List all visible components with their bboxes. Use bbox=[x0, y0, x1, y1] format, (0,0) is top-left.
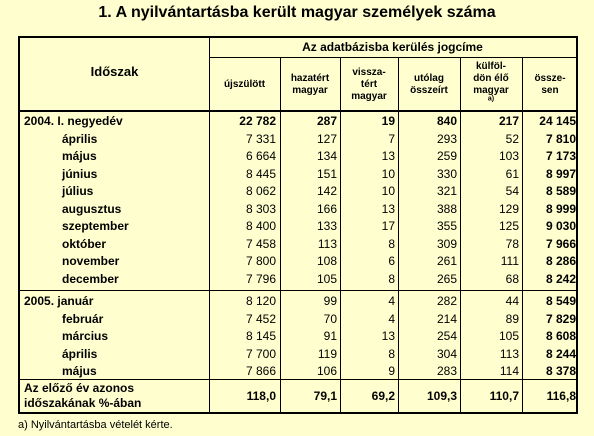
table-cell: 304 bbox=[436, 346, 457, 361]
table-cell: 6 664 bbox=[245, 149, 276, 163]
table-cell: 105 bbox=[316, 271, 337, 286]
table-cell: 254 bbox=[436, 329, 457, 343]
table-cell: 10 bbox=[381, 166, 395, 181]
table-cell: 7 866 bbox=[245, 364, 276, 378]
table-cell: 70 bbox=[323, 311, 337, 326]
table-cell: 91 bbox=[323, 329, 337, 343]
table-cell: 8 997 bbox=[545, 166, 576, 181]
row-label: március bbox=[62, 329, 109, 343]
table-cell: 17 bbox=[381, 219, 395, 233]
table-cell: 8 244 bbox=[545, 346, 576, 361]
table-cell: 217 bbox=[498, 114, 519, 128]
table-cell: 840 bbox=[436, 114, 457, 128]
table-cell: 7 458 bbox=[245, 236, 276, 251]
table-row bbox=[20, 363, 576, 379]
table-cell: 8 286 bbox=[545, 254, 576, 268]
table-cell: 4 bbox=[388, 294, 395, 308]
table-cell: 10 bbox=[381, 184, 395, 198]
row-label: február bbox=[62, 311, 104, 326]
table-cell: 52 bbox=[505, 131, 519, 146]
table-cell: 7 796 bbox=[245, 271, 276, 286]
row-label: május bbox=[62, 364, 97, 378]
header-col-kulfoldon: külföl- dön élő magyar $^{a)}$ bbox=[473, 61, 509, 103]
table-cell: 8 bbox=[388, 236, 395, 251]
footer-cell: 109,3 bbox=[426, 389, 457, 403]
table-cell: 283 bbox=[436, 364, 457, 378]
table-row bbox=[20, 113, 576, 129]
row-label: április bbox=[62, 346, 98, 361]
table-cell: 151 bbox=[316, 166, 337, 181]
row-label: 2005. január bbox=[24, 294, 94, 308]
header-span: Az adatbázisba kerülés jogcíme bbox=[302, 40, 483, 54]
table-cell: 261 bbox=[436, 254, 457, 268]
table-cell: 113 bbox=[317, 236, 337, 251]
row-label: május bbox=[62, 149, 97, 163]
table-row bbox=[20, 328, 576, 344]
table-cell: 8 120 bbox=[245, 294, 276, 308]
table-cell: 166 bbox=[316, 201, 337, 216]
header-col-utolag: utólag összeírt bbox=[410, 73, 448, 96]
table-cell: 282 bbox=[436, 294, 457, 308]
footer-label-line2: időszakának %-ában bbox=[24, 396, 142, 410]
table-cell: 388 bbox=[436, 201, 457, 216]
table-cell: 8 999 bbox=[545, 201, 576, 216]
table-cell: 7 452 bbox=[245, 311, 276, 326]
table-cell: 265 bbox=[436, 271, 457, 286]
table-cell: 8 400 bbox=[245, 219, 276, 233]
table-cell: 8 445 bbox=[245, 166, 276, 181]
table-cell: 119 bbox=[317, 346, 337, 361]
table-cell: 7 966 bbox=[545, 236, 576, 251]
table-cell: 89 bbox=[505, 311, 519, 326]
header-col-visszatert: vissza- tért magyar bbox=[351, 67, 387, 102]
footer-cell: 110,7 bbox=[489, 389, 519, 403]
table-cell: 8 062 bbox=[245, 184, 276, 198]
table-cell: 7 829 bbox=[545, 311, 576, 326]
table-cell: 8 bbox=[388, 271, 395, 286]
table-cell: 8 549 bbox=[545, 294, 576, 308]
table-cell: 142 bbox=[316, 184, 337, 198]
table-row bbox=[20, 201, 576, 217]
table-cell: 44 bbox=[505, 294, 519, 308]
table-cell: 8 303 bbox=[245, 201, 276, 216]
row-label: november bbox=[62, 254, 120, 268]
row-label: szeptember bbox=[62, 219, 129, 233]
table-row bbox=[20, 236, 576, 252]
table-row bbox=[20, 293, 576, 309]
table-cell: 330 bbox=[436, 166, 457, 181]
table-cell: 134 bbox=[316, 149, 337, 163]
footnote: a) Nyilvántartásba vételét kérte. bbox=[18, 419, 173, 431]
table-cell: 7 173 bbox=[545, 149, 576, 163]
header-period: Időszak bbox=[90, 64, 139, 79]
header-col-ujszulott: újszülött bbox=[223, 79, 266, 90]
table-row bbox=[20, 148, 576, 164]
table-cell: 287 bbox=[316, 114, 337, 128]
table-row bbox=[20, 271, 576, 287]
table-cell: 321 bbox=[436, 184, 457, 198]
header-col-hazatert: hazatért magyar bbox=[290, 73, 330, 96]
row-label: június bbox=[62, 166, 98, 181]
table-cell: 13 bbox=[381, 149, 395, 163]
table-cell: 133 bbox=[316, 219, 337, 233]
table-cell: 78 bbox=[505, 236, 519, 251]
table-cell: 8 bbox=[388, 346, 395, 361]
table-cell: 22 782 bbox=[239, 114, 276, 128]
table-cell: 7 810 bbox=[545, 131, 576, 146]
table-cell: 8 242 bbox=[545, 271, 576, 286]
table-cell: 68 bbox=[505, 271, 519, 286]
table-row bbox=[20, 346, 576, 362]
table-cell: 7 700 bbox=[245, 346, 276, 361]
table-cell: 214 bbox=[436, 311, 457, 326]
table-cell: 111 bbox=[500, 254, 519, 268]
table-cell: 309 bbox=[436, 236, 457, 251]
table-cell: 61 bbox=[505, 166, 519, 181]
table-row bbox=[20, 183, 576, 199]
table-cell: 7 800 bbox=[245, 254, 276, 268]
row-label: 2004. I. negyedév bbox=[24, 114, 123, 128]
table-cell: 24 145 bbox=[539, 114, 576, 128]
table-row bbox=[20, 253, 576, 269]
table-cell: 8 608 bbox=[545, 329, 576, 343]
table-cell: 19 bbox=[381, 114, 395, 128]
table-cell: 125 bbox=[498, 219, 519, 233]
table-cell: 9 bbox=[388, 364, 395, 378]
table-cell: 106 bbox=[316, 364, 337, 378]
table-cell: 103 bbox=[498, 149, 519, 163]
footer-cell: 118,0 bbox=[246, 389, 276, 403]
table-cell: 9 030 bbox=[545, 219, 576, 233]
row-label: április bbox=[62, 131, 98, 146]
footer-row bbox=[20, 380, 576, 412]
year-separator bbox=[20, 290, 576, 291]
row-label: december bbox=[62, 271, 119, 286]
row-label: október bbox=[62, 236, 107, 251]
table-cell: 7 bbox=[388, 131, 395, 146]
row-label: július bbox=[62, 184, 94, 198]
table-cell: 114 bbox=[499, 364, 519, 378]
table-row bbox=[20, 311, 576, 327]
table-cell: 8 378 bbox=[545, 364, 576, 378]
table-cell: 293 bbox=[436, 131, 457, 146]
table-cell: 259 bbox=[436, 149, 457, 163]
table-cell: 7 331 bbox=[245, 131, 276, 146]
table-row bbox=[20, 131, 576, 147]
table-cell: 4 bbox=[388, 311, 395, 326]
header-col-osszesen: össze- sen bbox=[534, 73, 566, 96]
table-title: 1. A nyilvántartásba került magyar személyek száma bbox=[98, 4, 496, 21]
table-cell: 355 bbox=[436, 219, 457, 233]
table-cell: 54 bbox=[505, 184, 519, 198]
table-cell: 105 bbox=[498, 329, 519, 343]
footer-cell: 79,1 bbox=[313, 389, 337, 403]
table-cell: 8 145 bbox=[245, 329, 276, 343]
row-label: augusztus bbox=[62, 201, 122, 216]
footer-label-line1: Az előző év azonos bbox=[24, 381, 135, 395]
table-row bbox=[20, 166, 576, 182]
table-cell: 13 bbox=[381, 201, 395, 216]
table-cell: 113 bbox=[499, 346, 519, 361]
table-row bbox=[20, 218, 576, 234]
table-cell: 108 bbox=[316, 254, 337, 268]
table-cell: 127 bbox=[316, 131, 337, 146]
footer-cell: 116,8 bbox=[546, 389, 576, 403]
table-cell: 8 589 bbox=[545, 184, 576, 198]
table-cell: 6 bbox=[388, 254, 395, 268]
footer-cell: 69,2 bbox=[371, 389, 395, 403]
table-body bbox=[18, 112, 578, 414]
table-cell: 99 bbox=[323, 294, 337, 308]
footnote-marker: a) bbox=[487, 95, 495, 103]
table-cell: 13 bbox=[381, 329, 395, 343]
table-cell: 129 bbox=[498, 201, 519, 216]
table-header bbox=[18, 36, 578, 112]
header-span-line bbox=[209, 57, 576, 58]
